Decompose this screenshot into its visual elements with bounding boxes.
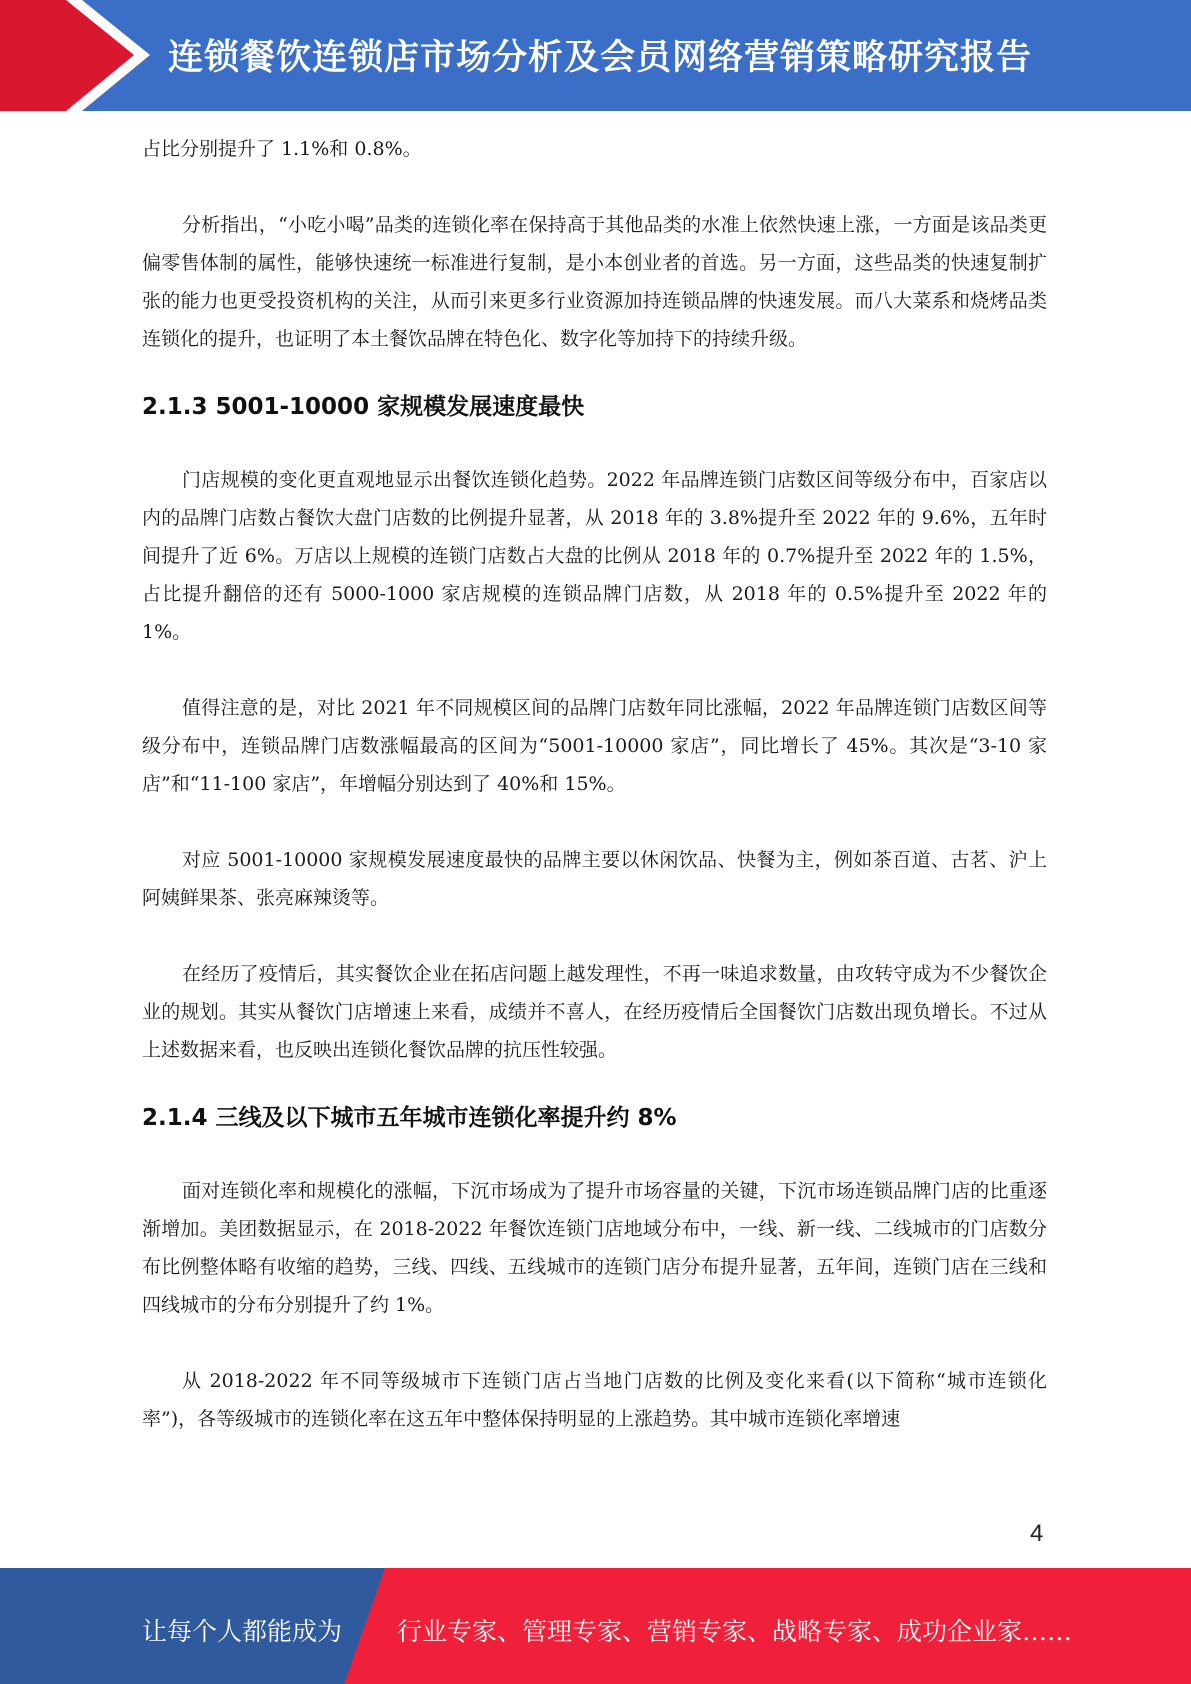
- paragraph-3: 门店规模的变化更直观地显示出餐饮连锁化趋势。2022 年品牌连锁门店数区间等级分布中，百家店以内的品牌门店数占餐饮大盘门店数的比例提升显著，从 2018 年的 3.8%提升至 2022 年的 9.6%，五年时间提升了近 6%。万店以上规模的连锁门店数占大盘的比例从 2018 年的 0.7%提升至 2022 年的 1.5%，占比提升翻倍的还有 5000-1000 家店规模的连锁品牌门店数，从 2018 年的 0.5%提升至 2022 年的 1%。: [142, 469, 1047, 643]
- page-number: 4: [1030, 1520, 1044, 1547]
- paragraph-5: 对应 5001-10000 家规模发展速度最快的品牌主要以休闲饮品、快餐为主，例如茶百道、古茗、沪上阿姨鲜果茶、张亮麻辣烫等。: [142, 849, 1047, 909]
- paragraph-4: 值得注意的是，对比 2021 年不同规模区间的品牌门店数年同比涨幅，2022 年品牌连锁门店数区间等级分布中，连锁品牌门店数涨幅最高的区间为“5001-10000 家店”，同比增长了 45%。其次是“3-10 家店”和“11-100 家店”，年增幅分别达到了 40%和 15%。: [142, 697, 1047, 795]
- section-heading-2-1-4: 2.1.4 三线及以下城市五年城市连锁化率提升约 8%: [142, 1105, 677, 1131]
- section-heading-2-1-3: 2.1.3 5001-10000 家规模发展速度最快: [142, 394, 585, 420]
- paragraph-7: 面对连锁化率和规模化的涨幅，下沉市场成为了提升市场容量的关键，下沉市场连锁品牌门店的比重逐渐增加。美团数据显示，在 2018-2022 年餐饮连锁门店地域分布中，一线、新一线、二线城市的门店数分布比例整体略有收缩的趋势，三线、四线、五线城市的连锁门店分布提升显著，五年间，连锁门店在三线和四线城市的分布分别提升了约 1%。: [142, 1180, 1047, 1316]
- page-content: [142, 130, 1047, 1438]
- footer-slogan-left: 让每个人都能成为: [142, 1617, 343, 1646]
- paragraph-8: 从 2018-2022 年不同等级城市下连锁门店占当地门店数的比例及变化来看(以下简称“城市连锁化率”)，各等级城市的连锁化率在这五年中整体保持明显的上涨趋势。其中城市连锁化率增速: [142, 1370, 1047, 1430]
- paragraph-2: 分析指出，“小吃小喝”品类的连锁化率在保持高于其他品类的水准上依然快速上涨，一方面是该品类更偏零售体制的属性，能够快速统一标准进行复制，是小本创业者的首选。另一方面，这些品类的快速复制扩张的能力也更受投资机构的关注，从而引来更多行业资源加持连锁品牌的快速发展。而八大菜系和烧烤品类连锁化的提升，也证明了本土餐饮品牌在特色化、数字化等加持下的持续升级。: [142, 214, 1047, 350]
- report-title: 连锁餐饮连锁店市场分析及会员网络营销策略研究报告: [168, 38, 1033, 78]
- page-footer: [0, 1568, 1191, 1684]
- paragraph-6: 在经历了疫情后，其实餐饮企业在拓店问题上越发理性，不再一味追求数量，由攻转守成为不少餐饮企业的规划。其实从餐饮门店增速上来看，成绩并不喜人，在经历疫情后全国餐饮门店数出现负增长。不过从上述数据来看，也反映出连锁化餐饮品牌的抗压性较强。: [142, 963, 1047, 1061]
- page-header: [0, 0, 1191, 111]
- header-arrow-decoration: [0, 0, 150, 111]
- footer-slogan-right: 行业专家、管理专家、营销专家、战略专家、成功企业家……: [397, 1617, 1073, 1646]
- paragraph-1: 占比分别提升了 1.1%和 0.8%。: [142, 138, 422, 160]
